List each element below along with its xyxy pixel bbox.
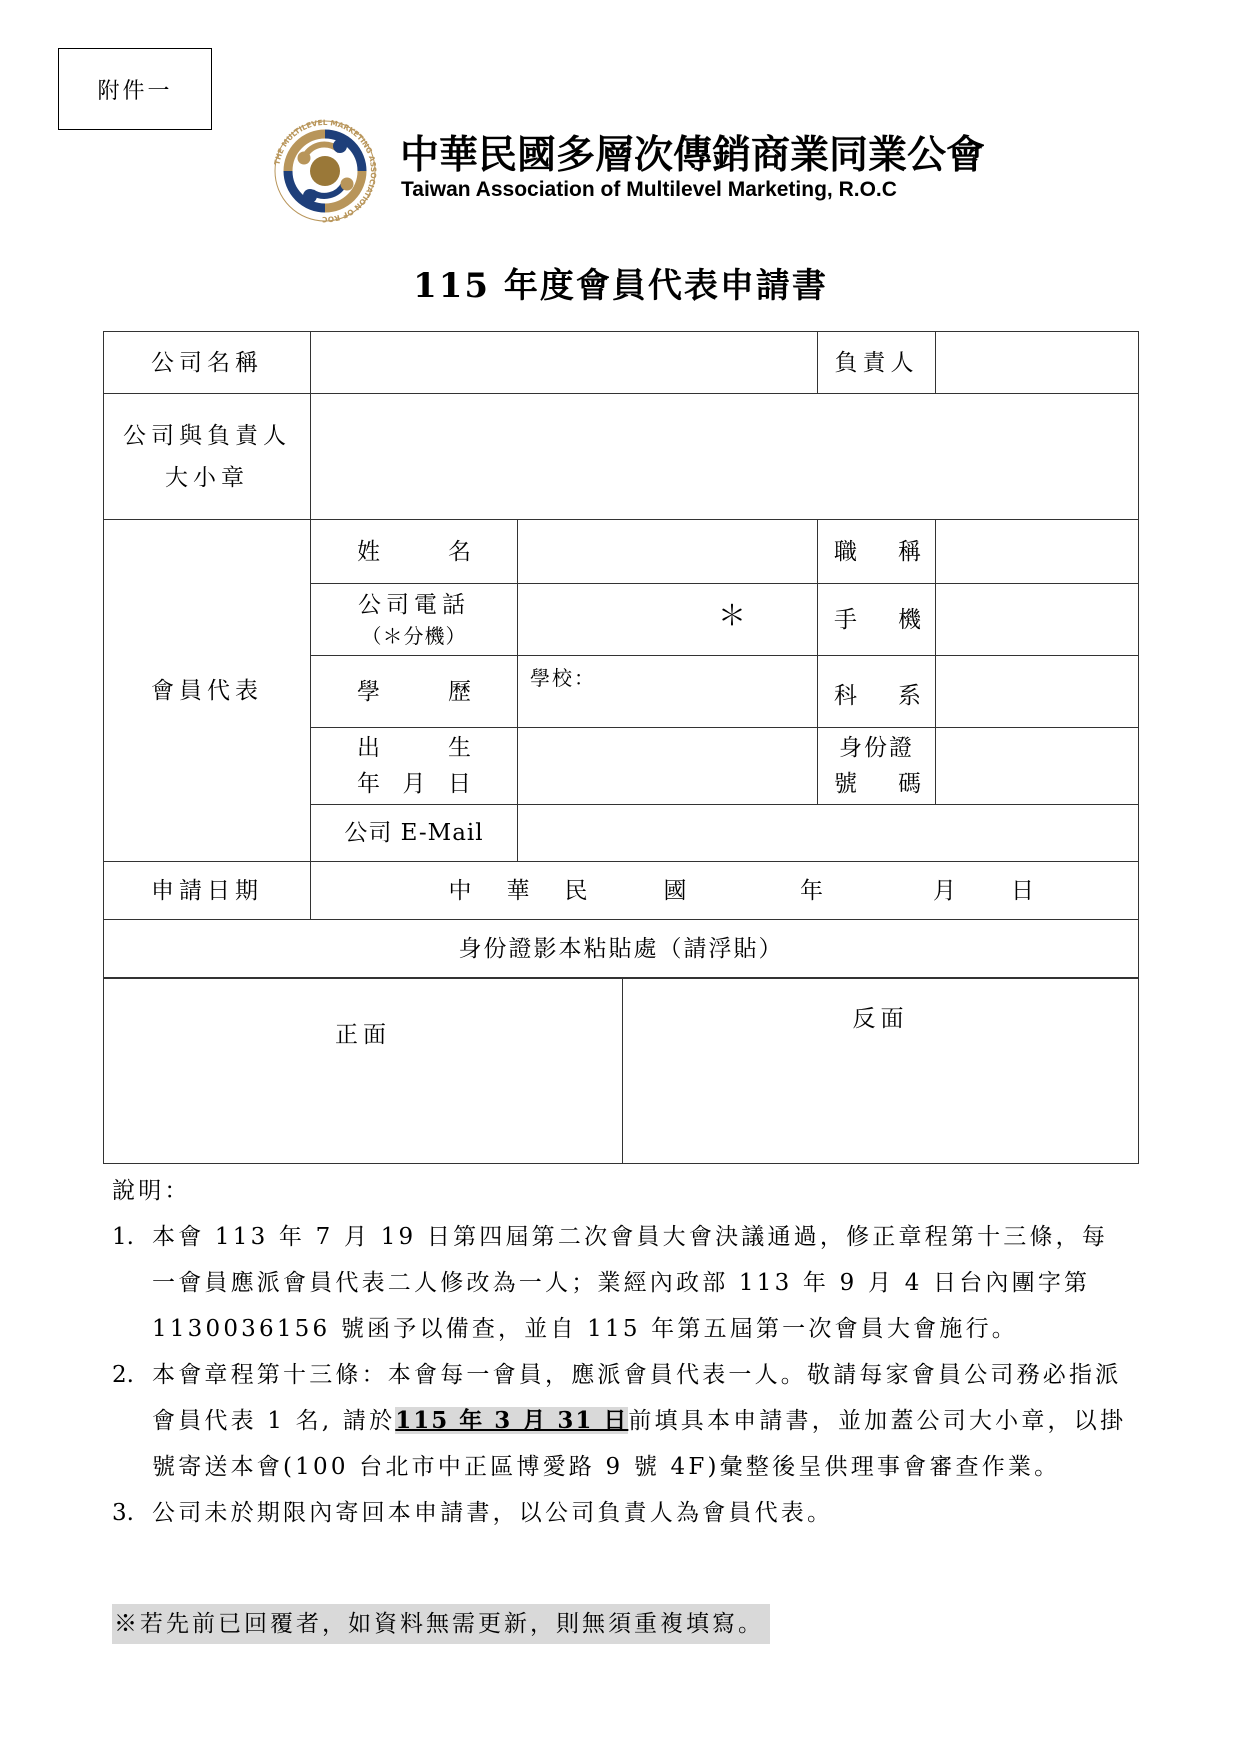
id-copy-label: 身份證影本粘貼處（請浮貼）	[104, 920, 1139, 978]
roc-char: 民	[564, 877, 588, 904]
note-number: 1.	[112, 1224, 134, 1250]
mobile-label	[818, 584, 936, 656]
page-title: 115 年度會員代表申請書	[413, 266, 828, 306]
row-company-name	[104, 332, 1139, 394]
date-day-label: 日	[1011, 877, 1034, 904]
seal-label	[104, 394, 311, 520]
organization-name-cn: 中華民國多層次傳銷商業同業公會	[400, 133, 986, 178]
id-label-char: 碼	[898, 771, 921, 797]
seal-stamp-area[interactable]	[311, 394, 1139, 520]
mobile-label-char: 手	[834, 606, 857, 633]
row-id-copy-header	[104, 920, 1139, 978]
note-text	[152, 1352, 1132, 1490]
logo-ring-text: THE MULTILEVEL MARKETING ASSOCIATION OF ROC	[272, 118, 378, 224]
date-year-label: 年	[800, 877, 823, 904]
responsible-person-label: 負責人	[818, 332, 936, 394]
company-phone-label-line1: 公司電話	[358, 591, 470, 618]
name-label	[311, 520, 518, 584]
job-title-label	[818, 520, 936, 584]
company-phone-field[interactable]	[518, 584, 818, 656]
birth-label-char: 月	[402, 771, 426, 797]
id-back-paste-area[interactable]	[623, 979, 1139, 1164]
birth-date-field[interactable]	[518, 728, 818, 805]
row-seal	[104, 394, 1139, 520]
email-field[interactable]	[518, 805, 1139, 862]
name-field[interactable]	[518, 520, 818, 584]
notes-section	[112, 1168, 1132, 1536]
row-rep-name	[104, 520, 1139, 584]
attachment-label-text: 附件一	[97, 78, 173, 104]
note-item	[112, 1352, 1132, 1490]
responsible-person-field[interactable]	[936, 332, 1139, 394]
mobile-field[interactable]	[936, 584, 1139, 656]
company-name-field[interactable]	[311, 332, 818, 394]
id-front-paste-area[interactable]	[104, 979, 623, 1164]
phone-ext-marker: ＊	[718, 599, 747, 632]
education-label-char: 學	[357, 678, 380, 705]
note-number: 3.	[112, 1500, 134, 1526]
id-number-field[interactable]	[936, 728, 1139, 805]
deadline-highlight: 115 年 3 月 31 日	[395, 1407, 629, 1434]
id-label-char: 號	[834, 771, 857, 797]
front-label: 正面	[335, 1022, 391, 1048]
birth-label-char: 出	[357, 735, 380, 761]
roc-char: 國	[663, 877, 687, 904]
note-text: 公司未於期限內寄回本申請書，以公司負責人為會員代表。	[152, 1500, 834, 1526]
birth-date-label	[311, 728, 518, 805]
department-field[interactable]	[936, 656, 1139, 728]
application-form-table	[103, 331, 1139, 978]
school-label: 學校：	[530, 666, 596, 690]
row-application-date	[104, 862, 1139, 920]
note-text-after: 前填具本申請書，並加蓋公司大小章，以掛號寄送本會(100 台北市中正區博愛路 9 號 4F)彙整後呈供理事會審查作業。	[152, 1408, 1127, 1480]
back-label: 反面	[852, 1006, 909, 1032]
attachment-label	[58, 48, 212, 130]
id-number-label-line1: 身份證	[839, 735, 914, 761]
birth-label-char: 日	[448, 771, 471, 797]
note-item	[112, 1490, 1132, 1536]
job-title-label-char: 稱	[898, 538, 921, 565]
education-label	[311, 656, 518, 728]
job-title-label-char: 職	[834, 538, 857, 565]
email-label: 公司 E-Mail	[311, 805, 518, 862]
department-label-char: 科	[834, 682, 857, 709]
footnote: ※若先前已回覆者，如資料無需更新，則無須重複填寫。	[112, 1604, 770, 1644]
notes-heading: 說明：	[112, 1178, 191, 1204]
member-rep-label: 會員代表	[104, 520, 311, 862]
department-label-char: 系	[898, 682, 921, 709]
id-number-label	[818, 728, 936, 805]
job-title-field[interactable]	[936, 520, 1139, 584]
department-label	[818, 656, 936, 728]
organization-name-en: Taiwan Association of Multilevel Marketing, R.O.C	[401, 178, 897, 201]
name-label-char: 姓	[357, 538, 380, 565]
company-phone-label	[311, 584, 518, 656]
roc-char: 中	[448, 877, 472, 904]
company-phone-ext-label: （＊分機）	[361, 623, 467, 648]
company-name-label: 公司名稱	[104, 332, 311, 394]
note-item	[112, 1214, 1132, 1352]
name-label-char: 名	[448, 538, 471, 565]
note-number: 2.	[112, 1362, 134, 1388]
application-date-field[interactable]	[311, 862, 1139, 920]
seal-label-line1: 公司與負責人	[123, 422, 291, 449]
row-id-copy	[104, 979, 1139, 1164]
roc-char: 華	[506, 877, 530, 904]
education-label-char: 歷	[448, 678, 471, 705]
date-month-label: 月	[933, 877, 956, 904]
birth-label-char: 生	[448, 735, 471, 761]
note-text: 本會 113 年 7 月 19 日第四屆第二次會員大會決議通過，修正章程第十三條，每一會員應派會員代表二人修改為一人；業經內政部 113 年 9 月 4 日台內團字第 1130036156 號函予以備查，並自 115 年第五屆第一次會員大會施行。	[152, 1224, 1109, 1342]
association-logo-icon	[272, 118, 378, 224]
id-copy-table	[103, 978, 1139, 1164]
application-date-label: 申請日期	[104, 862, 311, 920]
birth-label-char: 年	[357, 771, 380, 797]
school-field[interactable]	[518, 656, 818, 728]
mobile-label-char: 機	[898, 606, 921, 633]
note-text-before: 本會章程第十三條：本會每一會員，應派會員代表一人。敬請每家會員公司務必指派會員代表 1 名, 請於	[152, 1362, 1122, 1434]
seal-label-line2: 大小章	[165, 464, 249, 491]
